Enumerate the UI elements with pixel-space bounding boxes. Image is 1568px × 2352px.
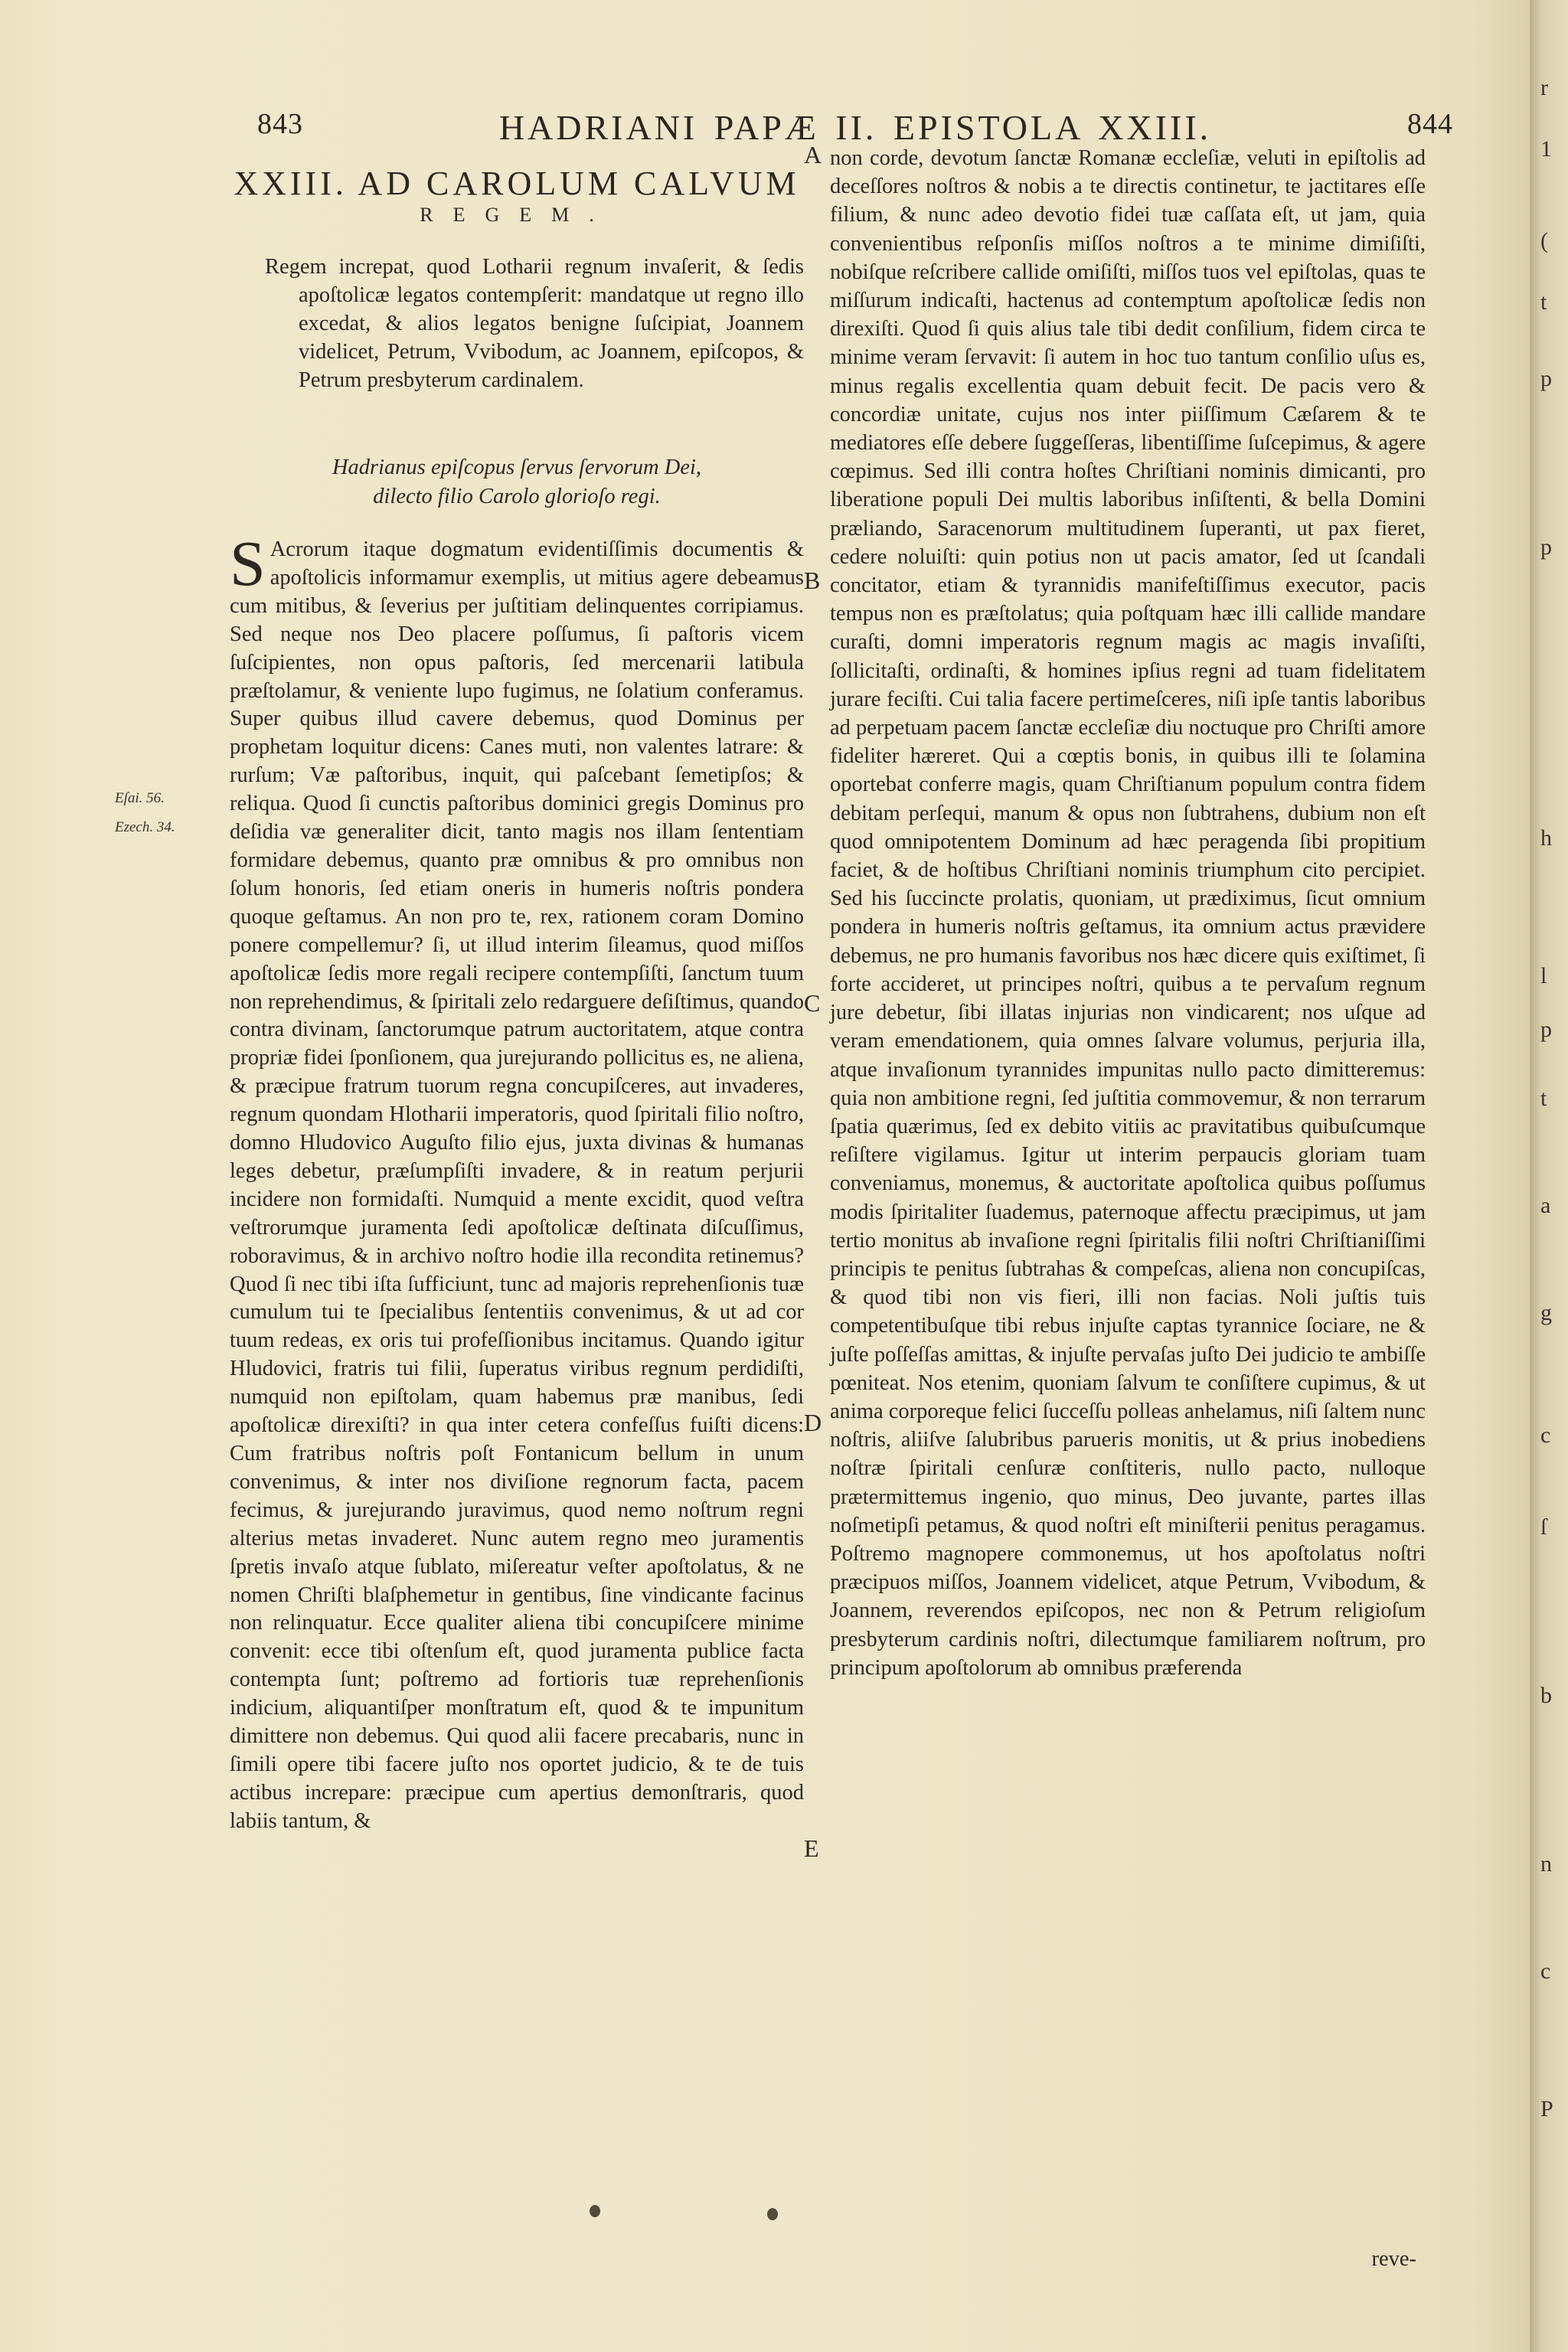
body-column-right [830,144,1426,1682]
running-title: HADRIANI PAPÆ II. EPISTOLA XXIII. [498,108,1212,147]
margin-note-ezech: Ezech. 34. [115,819,175,835]
section-letter-e: E [804,1834,819,1862]
salutation-line-2: dilecto filio Carolo glorioſo regi. [373,485,661,508]
letter-summary: Regem increpat, quod Lotharii regnum invaſerit, & ſedis apoſtolicæ legatos contempſerit: mandatque ut regno illo excedat, & alios legatos benigne ſuſcipiat, Joannem videlicet, Petrum, Vvibodum, ac Joannem, epiſcopos, & Petrum presbyterum cardinalem. [265,255,804,392]
facing-page-edge: r 1 ( t p p h l p t a g c ſ b n c P [1540,75,1553,2122]
letter-title-rex: REGEM. [420,204,614,226]
section-letter-d: D [804,1409,822,1436]
body-column-left [230,528,804,1836]
catchword: reve- [1371,2247,1416,2271]
body-left-text: Acrorum itaque dogmatum evidentiſſimis documentis & apoſtolicis informamur exemplis, ut mitius agere debeamus cum mitibus, & ſeverius per juſtitiam delinquentes corripiamus. Sed neque nos Deo placere poſſumus, ſi paſtoris vicem ſuſcipientes, non opus paſtoris, ſed mercenarii latibula præſtolamur, & veniente lupo fugimus, ne ſolatium conferamus. Super quibus illud cavere debemus, quod Dominus per prophetam loquitur dicens: Canes muti, non valentes latrare: & rurſum; Væ paſtoribus, inquit, qui paſcebant ſemetipſos; & reliqua. Quod ſi cunctis paſtoribus dominici gregis Dominus pro deſidia væ generaliter dicit, tanto magis nos illam ſententiam formidare debemus, quanto præ omnibus & pro omnibus non ſolum honoris, ſed etiam oneris in humeris noſtris pondera quoque geſtamus. An non pro te, rex, rationem coram Domino ponere compellemur? ſi, ut illud interim ſileamus, quod miſſos apoſtolicæ ſedis more regali recipere contempſiſti, ſanctum tuum non reprehendimus, & ſpiritali zelo redarguere deſiſtimus, quando contra divinam, ſanctorumque patrum auctoritatem, atque contra propriæ fidei ſponſionem, qua jurejurando pollicitus es, ne aliena, & præcipue fratrum tuorum regna concupiſceres, aut invaderes, regnum quondam Hlotharii imperatoris, quod ſpiritali filio noſtro, domno Hludovico Auguſto filio ejus, juxta divinas & humanas leges debetur, præſumpſiſti invadere, & in reatum perjurii incidere non formidaſti. Numquid a mente excidit, quod veſtra veſtrorumque juramenta ſedi apoſtolicæ deſtinata diſcuſſimus, roboravimus, & in archivo noſtro hodie illa recondita retinemus? Quod ſi nec tibi iſta ſufficiunt, tunc ad majoris reprehenſionis tuæ cumulum tui te ſpecialibus ſententiis convenimus, & ut ad cor tuum redeas, ex oris tui profeſſionibus incitamus. Quando igitur Hludovici, fratris tui filii, ſuperatus viribus regnum perdidiſti, numquid non epiſtolam, quam habemus præ manibus, ſedi apoſtolicæ direxiſti? in qua inter cetera confeſſus fuiſti dicens: Cum fratribus noſtris poſt Fontanicum bellum in unum convenimus, & inter nos diviſione regnorum facta, pacem fecimus, & jurejurando juravimus, quod nemo noſtrum regni alterius metas invaderet. Nunc autem regno meo juramentis ſpretis invaſo atque ſublato, miſereatur veſter apoſtolatus, & ne nomen Chriſti blaſphemetur in gentibus, ſine vindicante facinus non relinquatur. Ecce qualiter aliena tibi concupiſcere minime convenit: ecce tibi oſtenſum eſt, quod juramenta publice facta contempta ſunt; poſtremo ad fortioris tuæ reprehenſionis indicium, aliquantiſper monſtratum eſt, quod & te impunitum dimittere non debemus. Qui quod alii facere precabaris, nunc in ſimili opere tibi facere juſto nos oportet judicio, & te de tuis actibus increpare: præcipue cum apertius demonſtraris, quod labiis tantum, & [230,537,804,1833]
section-letter-b: B [804,567,821,594]
section-letter-c: C [804,989,821,1017]
drop-cap: S [230,528,266,599]
salutation-line-1: Hadrianus epiſcopus ſervus ſervorum Dei, [332,456,702,479]
page-number-left: 843 [257,108,303,140]
section-letter-a: A [804,141,822,168]
body-right-text: non corde, devotum ſanctæ Romanæ eccleſiæ, veluti in epiſtolis ad deceſſores noſtros & nobis a te directis continetur, te jactitares eſſe filium, & nunc adeo devotio fidei tuæ caſſata eſt, ut jam, quia convenientibus reſponſis miſſos noſtros a te minime dimiſiſti, nobiſque reſcribere callide omiſiſti, miſſos tuos vel epiſtolas, quas te miſſurum indicaſti, hactenus ad contemptum apoſtolicæ ſedis non direxiſti. Quod ſi quis alius tale tibi dedit conſilium, fidem circa te minime veram ſervavit: ſi autem in hoc tuo tantum conſilio uſus es, minus regalis excellentia quam debuit fecit. De pacis vero & concordiæ unitate, cujus nos inter piiſſimum Cæſarem & te mediatores eſſe debere ſuggeſſeras, libentiſſime ſuſcepimus, & agere cœpimus. Sed illi contra hoſtes Chriſtiani nominis dimicanti, pro liberatione populi Dei multis laboribus inſiſtenti, & bella Domini præliando, Saracenorum multitudinem ſuperanti, ut pax fieret, cedere noluiſti: quin potius non ut pacis amator, ſed ut ſcandali concitator, etiam & tyrannidis manifeſtiſſimus executor, pacis tempus non es præſtolatus; quia poſtquam hæc illi callide mandare curaſti, domni imperatoris regnum magis ac magis invaſiſti, ſollicitaſti, ordinaſti, & homines ipſius regni ad tuam fidelitatem jurare feciſti. Cui talia facere pertimeſceres, niſi ipſe tantis laboribus ad perpetuam pacem ſanctæ eccleſiæ diu noctuque pro Chriſti amore fideliter hæreret. Qui a cœptis bonis, in quibus illi te ſolamina oportebat conferre magis, quam Chriſtianum populum contra fidem debitam perſequi, manum & opus non ſubtrahens, dubium non eſt quod omnipotentem Dominum ad hæc peragenda ſibi propitium faciet, & de hoſtibus Chriſtiani nominis triumphum cito percipiet. Sed his ſuccincte prolatis, quoniam, ut prædiximus, ſicut omnium pondera in humeris noſtris geſtamus, ita omnium actus prævidere debemus, ne pro humanis favoribus nos hæc dicere quis exiſtimet, ſi forte accideret, ut principes noſtri, quibus a te pervaſum regnum jure debetur, ſibi illatas injurias non vindicarent; nos uſque ad veram emendationem, quia omnes ſalvare volumus, perjuria illa, atque invaſionum tyrannides impunitas nullo pacto dimitteremus: quia non ambitione regni, ſed juſtitia commovemur, & non terrarum ſpatia quærimus, ſed ex debito vitiis ac pravitatibus quibuſcumque reſiſtere vigilamus. Igitur ut interim perpaucis gloriam tuam conveniamus, monemus, & auctoritate apoſtolica quibus poſſumus modis ſpiritaliter ſuademus, paternoque affectu præcipimus, ut jam tertio monitus ab invaſione regni ſpiritalis filii noſtri Chriſtianiſſimi principis te penitus ſubtrahas & compeſcas, aliena non concupiſcas, & quod tibi non vis fieri, illi non facias. Noli juſtis tuis competentibuſque tibi rebus injuſte captas tyrannice ſociare, ne & juſte poſſeſſas amittas, & injuſte pervaſas juſto Dei judicio te ambiſſe pœniteat. Nos etenim, quoniam ſalvum te conſiſtere cupimus, & ut anima corporeque felici ſucceſſu polleas anhelamus, niſi ſaltem nunc noſtris, aliiſve ſalubribus parueris monitis, ut & prius inobediens noſtræ ſpiritali cenſuræ conſtiteris, nullo pacto, nulloque prætermittemus ingenio, quo minus, Deo juvante, partes illas noſmetipſi petamus, & quod noſtri eſt miniſterii penitus peragamus. Poſtremo magnopere commonemus, ut hos apoſtolatus noſtri præcipuos miſſos, Joannem videlicet, atque Petrum, Vvibodum, & Joannem, reverendos epiſcopos, nec non & Petrum religioſum presbyterum cardinis noſtri, dilectumque familiarem noſtrum, pro principum apoſtolorum ab omnibus præferenda [830,146,1426,1680]
salutation [230,453,804,511]
letter-title: XXIII. AD CAROLUM CALVUM [234,165,800,202]
paper-wormhole [767,2208,778,2220]
paper-wormhole [590,2205,600,2217]
margin-note-esai: Eſai. 56. [115,790,165,806]
page-number-right: 844 [1407,108,1453,140]
